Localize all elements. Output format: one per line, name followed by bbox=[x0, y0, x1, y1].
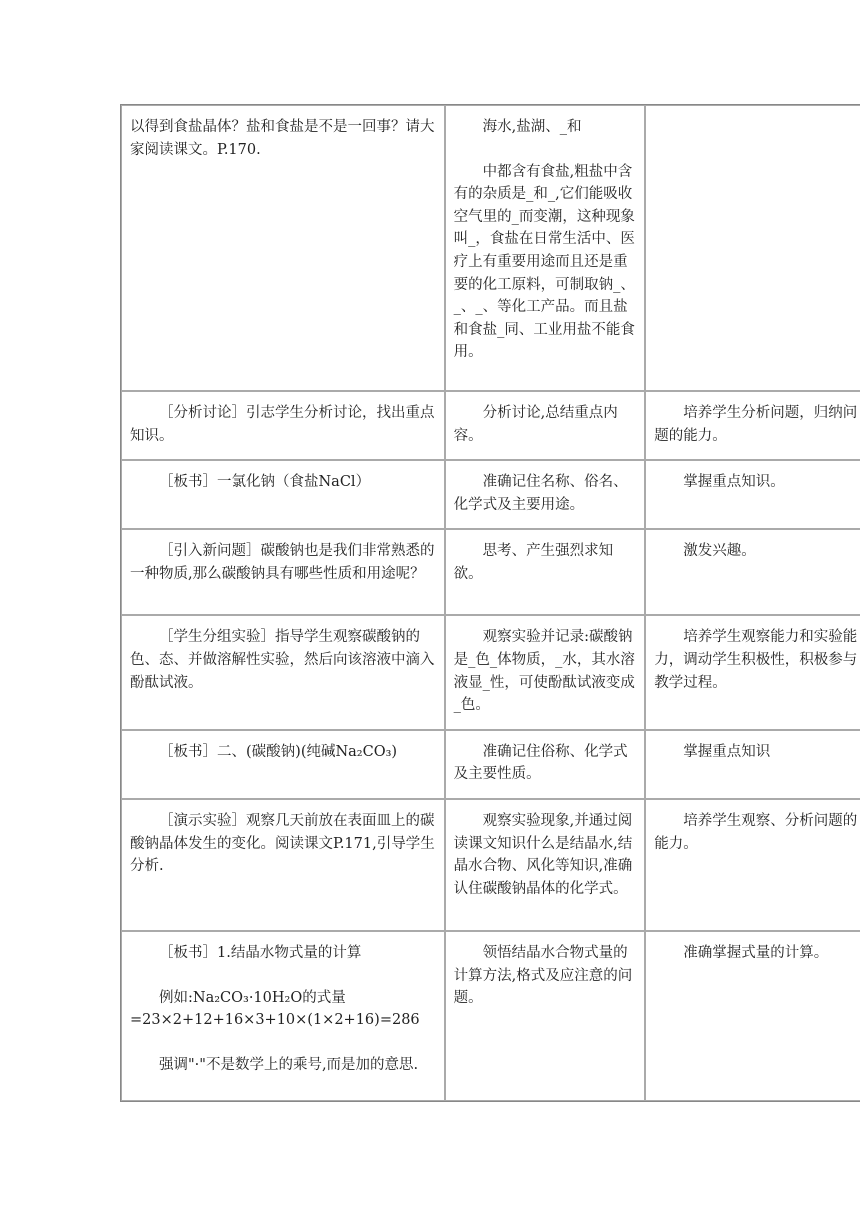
lesson-plan-table bbox=[120, 104, 860, 1102]
table-row bbox=[121, 105, 860, 391]
cell-text: 掌握重点知识 bbox=[683, 743, 771, 760]
table-row bbox=[121, 799, 860, 931]
cell-text: 培养学生观察能力和实验能力，调动学生积极性，积极参与教学过程。 bbox=[654, 629, 858, 691]
cell-text: 准确记住俗称、化学式及主要性质。 bbox=[453, 743, 628, 783]
student-activity-cell bbox=[445, 615, 646, 729]
cell-text: 激发兴趣。 bbox=[683, 543, 756, 560]
table-row bbox=[121, 391, 860, 460]
teacher-activity-cell bbox=[121, 730, 445, 799]
cell-text: ［分析讨论］引志学生分析讨论，找出重点知识。 bbox=[130, 405, 435, 444]
design-purpose-cell bbox=[645, 615, 860, 729]
student-activity-cell bbox=[445, 799, 646, 931]
cell-text: ［学生分组实验］指导学生观察碳酸钠的色、态、并做溶解性实验，然后向该溶液中滴入酚酞试液。 bbox=[130, 629, 435, 691]
design-purpose-cell bbox=[645, 460, 860, 529]
teacher-activity-cell bbox=[121, 529, 445, 615]
table-row bbox=[121, 529, 860, 615]
cell-text: ［板书］一氯化钠（食盐NaCl） bbox=[159, 474, 371, 491]
cell-text: ［演示实验］观察几天前放在表面皿上的碳酸钠晶体发生的变化。阅读课文P.171,引导学生分析. bbox=[130, 812, 435, 875]
student-activity-cell bbox=[445, 931, 646, 1101]
cell-text: 强调"·"不是数学上的乘号,而是加的意思. bbox=[159, 1056, 419, 1073]
cell-text: ［引入新问题］碳酸钠也是我们非常熟悉的一种物质,那么碳酸钠具有哪些性质和用途呢？ bbox=[130, 543, 435, 582]
cell-text: 思考、产生强烈求知欲。 bbox=[453, 543, 614, 582]
cell-text: 准确掌握式量的计算。 bbox=[683, 944, 829, 961]
cell-text: 领悟结晶水合物式量的计算方法,格式及应注意的问题。 bbox=[453, 944, 633, 1007]
teacher-activity-cell bbox=[121, 931, 445, 1101]
cell-text: 分析讨论,总结重点内容。 bbox=[453, 405, 618, 444]
design-purpose-cell bbox=[645, 931, 860, 1101]
cell-text: 海水,盐湖、_和 bbox=[482, 119, 582, 135]
cell-text: 掌握重点知识。 bbox=[683, 474, 785, 491]
student-activity-cell bbox=[445, 730, 646, 799]
cell-text: 观察实验并记录:碳酸钠是_色_体物质，_水，其水溶液显_性，可使酚酞试液变成_色。 bbox=[453, 629, 635, 714]
design-purpose-cell bbox=[645, 730, 860, 799]
design-purpose-cell bbox=[645, 529, 860, 615]
student-activity-cell bbox=[445, 460, 646, 529]
student-activity-cell bbox=[445, 391, 646, 460]
table-row bbox=[121, 730, 860, 799]
design-purpose-cell bbox=[645, 799, 860, 931]
design-purpose-cell bbox=[645, 391, 860, 460]
cell-text: 观察实验现象,并通过阅读课文知识什么是结晶水,结晶水合物、风化等知识,准确认住碳酸钠晶体的化学式。 bbox=[453, 812, 633, 897]
cell-text: 以得到食盐晶体？盐和食盐是不是一回事？请大家阅读课文。P.170. bbox=[130, 119, 435, 158]
student-activity-cell bbox=[445, 105, 646, 391]
cell-text: 中都含有食盐,粗盐中含有的杂质是_和_,它们能吸收空气里的_而变潮，这种现象叫_，食盐在日常生活中、医疗上有重要用途而且还是重要的化工原料，可制取钠_、_、_、等化工产品。而且盐和食盐_同、工业用盐不能食用。 bbox=[453, 163, 635, 361]
teacher-activity-cell bbox=[121, 615, 445, 729]
teacher-activity-cell bbox=[121, 799, 445, 931]
design-purpose-cell bbox=[645, 105, 860, 391]
teacher-activity-cell bbox=[121, 105, 445, 391]
cell-text: 例如:Na₂CO₃·10H₂O的式量=23×2+12+16×3+10×(1×2+16)=286 bbox=[130, 989, 420, 1029]
cell-text: 准确记住名称、俗名、化学式及主要用途。 bbox=[453, 474, 628, 513]
cell-text: ［板书］1.结晶水物式量的计算 bbox=[159, 944, 362, 961]
teacher-activity-cell bbox=[121, 460, 445, 529]
table-row bbox=[121, 931, 860, 1101]
cell-text: ［板书］二、(碳酸钠)(纯碱Na₂CO₃) bbox=[159, 743, 398, 760]
table-row bbox=[121, 615, 860, 729]
cell-text: 培养学生分析问题，归纳问题的能力。 bbox=[654, 405, 858, 444]
table-row bbox=[121, 460, 860, 529]
cell-text: 培养学生观察、分析问题的能力。 bbox=[654, 812, 858, 852]
student-activity-cell bbox=[445, 529, 646, 615]
teacher-activity-cell bbox=[121, 391, 445, 460]
